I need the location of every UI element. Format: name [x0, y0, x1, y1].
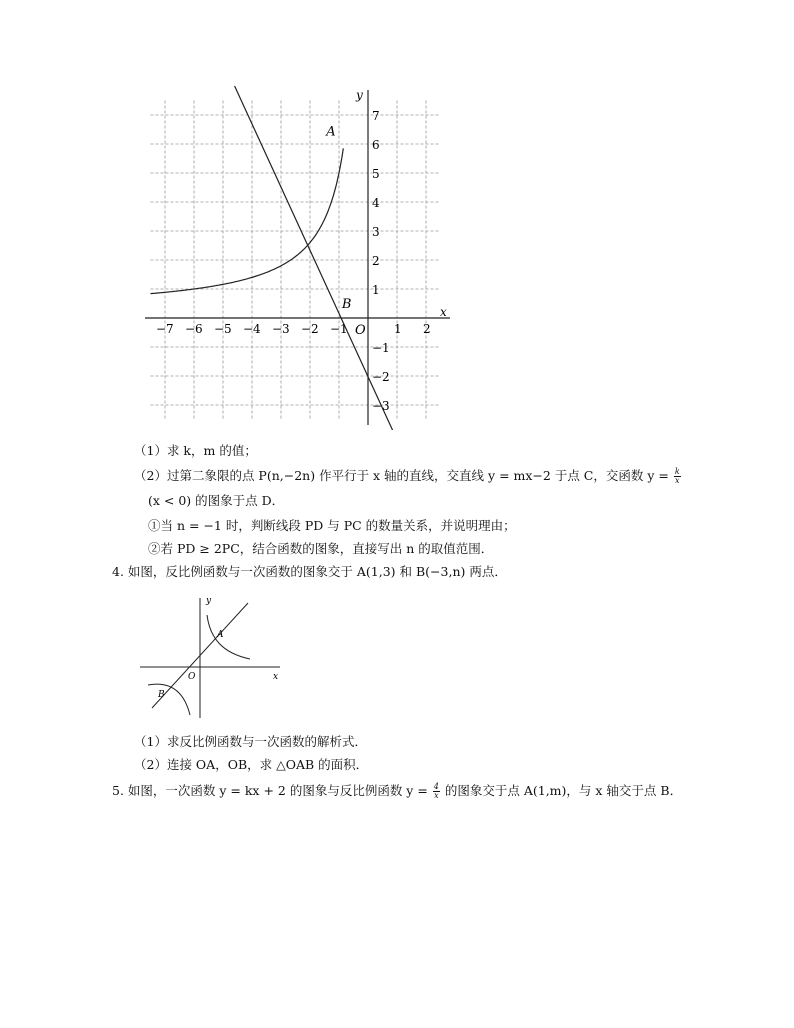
problem3-question2-continuation: (x < 0) 的图象于点 D．: [148, 493, 285, 508]
fraction-numerator: k: [674, 467, 680, 476]
x-axis-label: x: [273, 672, 279, 682]
x-tick-labels: [156, 322, 431, 336]
x-tick-label: −4: [243, 322, 261, 336]
problem4-question2: （2）连接 OA，OB，求 △OAB 的面积．: [134, 757, 369, 772]
coordinate-graph-figure-2: [130, 593, 290, 723]
problem4-stem: 4. 如图，反比例函数与一次函数的图象交于 A(1,3) 和 B(−3,n) 两点．: [112, 564, 507, 579]
y-tick-label: 4: [372, 196, 380, 210]
origin-label: O: [355, 323, 366, 338]
point-a-label: A: [217, 630, 224, 640]
origin-label: O: [188, 672, 196, 682]
fraction-denominator: x: [434, 791, 439, 800]
problem5-stem-prefix: 5. 如图，一次函数 y = kx + 2 的图象与反比例函数 y =: [112, 783, 428, 798]
x-tick-label: −2: [301, 322, 319, 336]
problem3-subquestion1: ①当 n = −1 时，判断线段 PD 与 PC 的数量关系，并说明理由；: [148, 518, 516, 533]
x-tick-label: −5: [214, 322, 232, 336]
grid: [151, 101, 441, 420]
point-a-label: A: [326, 124, 336, 140]
x-tick-label: −7: [156, 322, 174, 336]
x-tick-label: −3: [272, 322, 290, 336]
hyperbola-curve: [151, 148, 344, 293]
y-axis-label: y: [206, 596, 212, 606]
coordinate-graph-figure-1: [140, 85, 460, 430]
fraction-numerator: 4: [433, 782, 439, 791]
point-b-label: B: [158, 690, 165, 700]
y-tick-label: 7: [372, 109, 380, 123]
x-tick-label: −1: [330, 322, 348, 336]
problem3-question2: [134, 467, 682, 485]
y-tick-label: 3: [372, 225, 380, 239]
x-tick-label: 1: [394, 322, 402, 336]
hyperbola-branch-upper: [207, 615, 250, 659]
axes: [145, 90, 450, 425]
fraction-4-over-x: [433, 783, 440, 800]
problem3-subquestion2: ②若 PD ≥ 2PC，结合函数的图象，直接写出 n 的取值范围．: [148, 541, 494, 556]
y-tick-label: 5: [372, 167, 380, 181]
y-tick-label: −1: [372, 341, 390, 355]
y-tick-label: 1: [372, 283, 380, 297]
problem5-stem-suffix: 的图象交于点 A(1,m)，与 x 轴交于点 B．: [444, 783, 683, 798]
y-tick-label: −2: [372, 370, 390, 384]
problem4-question1: （1）求反比例函数与一次函数的解析式．: [134, 734, 367, 749]
y-tick-label: 6: [372, 138, 380, 152]
y-axis-label: y: [356, 88, 363, 102]
x-axis-label: x: [440, 305, 447, 319]
problem3-question1: （1）求 k，m 的值；: [134, 443, 257, 458]
y-tick-labels: [372, 109, 390, 413]
y-tick-label: 2: [372, 254, 380, 268]
problem5-stem: [112, 782, 682, 800]
problem3-question2-text: （2）过第二象限的点 P(n,−2n) 作平行于 x 轴的直线，交直线 y = mx−2 于点 C，交函数 y =: [134, 468, 669, 483]
fraction-k-over-x: [674, 468, 681, 485]
point-b-label: B: [341, 296, 352, 312]
y-tick-label: −3: [372, 399, 390, 413]
x-tick-label: 2: [423, 322, 431, 336]
fraction-denominator: x: [675, 476, 680, 485]
x-tick-label: −6: [185, 322, 203, 336]
